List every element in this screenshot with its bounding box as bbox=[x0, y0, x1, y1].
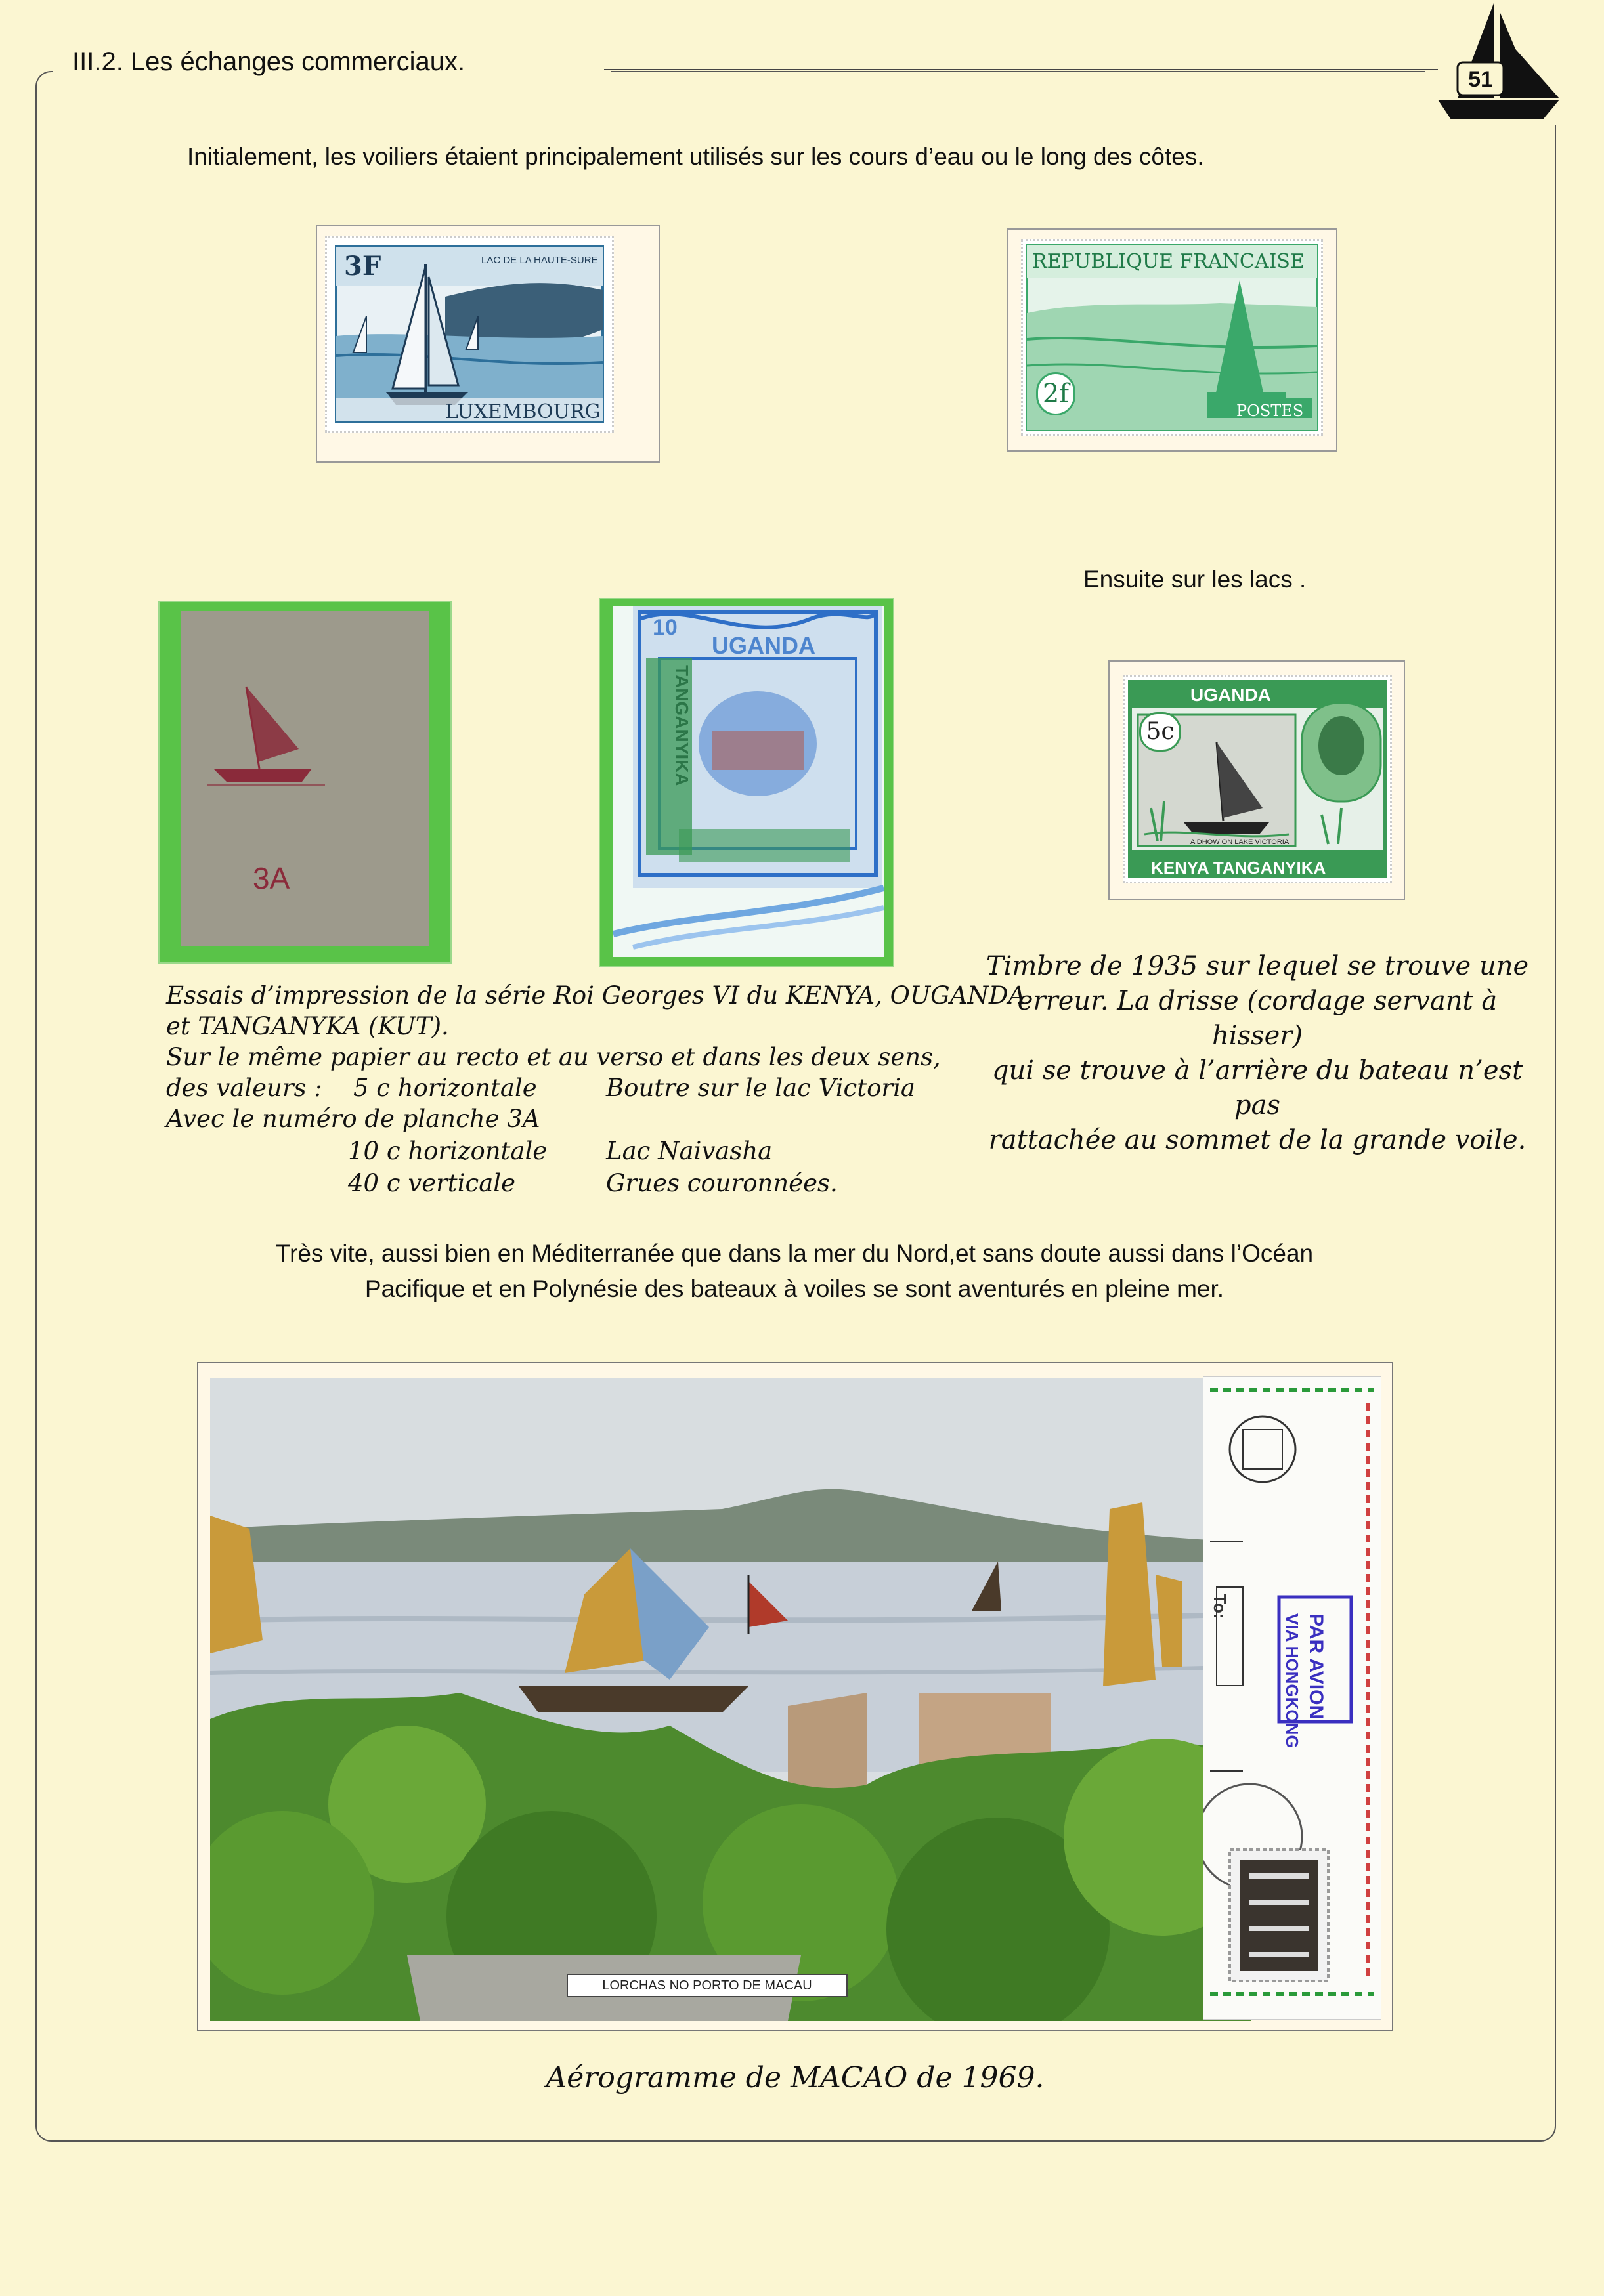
kut-country-bottom: KENYA TANGANYIKA bbox=[1151, 858, 1326, 878]
luxembourg-country: LUXEMBOURG bbox=[445, 400, 601, 423]
luxembourg-mount bbox=[316, 225, 660, 463]
essay-caption-line1: Essais d’impression de la série Roi Georges VI du KENYA, OUGANDA bbox=[166, 981, 1026, 1010]
essay-row-b: 40 c verticale bbox=[348, 1169, 516, 1197]
sea-text-line: Pacifique et en Polynésie des bateaux à voiles se sont aventurés en pleine mer. bbox=[364, 1275, 1225, 1302]
aerogramme-address-panel bbox=[1203, 1376, 1381, 2020]
sea-text bbox=[118, 1236, 1471, 1306]
essay-row-b: 10 c horizontale bbox=[348, 1137, 548, 1165]
page-number: 51 bbox=[1468, 67, 1493, 92]
error-caption bbox=[972, 949, 1543, 1158]
lakes-text: Ensuite sur les lacs . bbox=[1083, 566, 1307, 593]
luxembourg-caption: LAC DE LA HAUTE-SURE bbox=[481, 255, 598, 266]
header-rule bbox=[604, 69, 1438, 70]
picture-caption: LORCHAS NO PORTO DE MACAU bbox=[567, 1974, 848, 1997]
proof-tanganyika-label: TANGANYIKA bbox=[672, 665, 692, 786]
sailboat-logo-icon bbox=[1431, 0, 1563, 121]
intro-text: Initialement, les voiliers étaient principalement utilisés sur les cours d’eau ou le long des côtes. bbox=[187, 143, 1204, 170]
kut-stamp-art bbox=[1125, 677, 1390, 882]
france-stamp bbox=[1021, 239, 1323, 436]
france-mount bbox=[1007, 228, 1337, 452]
france-country: REPUBLIQUE FRANCAISE bbox=[1032, 250, 1305, 273]
page-title: III.2. Les échanges commerciaux. bbox=[72, 47, 466, 76]
dhow-proof-icon bbox=[181, 611, 429, 946]
essay-row-c: Grues couronnées. bbox=[606, 1169, 838, 1197]
aerogramme-picture bbox=[210, 1378, 1251, 2021]
aerogramme-mount bbox=[197, 1362, 1393, 2031]
aerogramme-caption: Aérogramme de MACAO de 1969. bbox=[546, 2061, 1045, 2094]
essay-caption-line3: Sur le même papier au recto et au verso et dans les deux sens, bbox=[166, 1043, 941, 1071]
error-caption-line: qui se trouve à l’arrière du bateau n’est pas bbox=[991, 1055, 1523, 1120]
to-label: To: bbox=[1210, 1594, 1230, 1619]
essay-row-a: des valeurs : bbox=[166, 1074, 322, 1102]
airmail-label: PAR AVION bbox=[1305, 1613, 1327, 1720]
kut-mount bbox=[1108, 660, 1405, 900]
harbor-painting-art bbox=[210, 1378, 1251, 2021]
error-caption-line: erreur. La drisse (cordage servant à hisser) bbox=[1017, 986, 1498, 1051]
essay-row-c: Lac Naivasha bbox=[606, 1137, 773, 1165]
error-caption-line: rattachée au sommet de la grande voile. bbox=[988, 1125, 1527, 1155]
luxembourg-stamp bbox=[325, 236, 614, 433]
proof-value: 10 bbox=[653, 615, 678, 640]
kut-stamp bbox=[1123, 675, 1392, 883]
sea-text-line: Très vite, aussi bien en Méditerranée que dans la mer du Nord,et sans doute aussi dans l’Océan bbox=[275, 1240, 1314, 1267]
proof-maroon-mount bbox=[158, 601, 452, 964]
essay-row-b: 5 c horizontale bbox=[353, 1074, 537, 1102]
essay-caption-line2: et TANGANYKA (KUT). bbox=[166, 1012, 449, 1040]
essay-row-a: Avec le numéro de planche 3A bbox=[166, 1105, 540, 1133]
proof-blue-mount bbox=[599, 598, 894, 967]
proof-blue-paper bbox=[613, 606, 884, 957]
error-caption-line: Timbre de 1935 sur lequel se trouve une bbox=[986, 951, 1529, 981]
luxembourg-value: 3F bbox=[344, 251, 381, 282]
via-label: VIA HONGKONG bbox=[1282, 1613, 1302, 1749]
kut-caption: A DHOW ON LAKE VICTORIA bbox=[1190, 838, 1290, 846]
kut-country-top: UGANDA bbox=[1190, 685, 1271, 705]
proof-uganda-label: UGANDA bbox=[712, 632, 815, 659]
plate-number: 3A bbox=[253, 861, 290, 895]
proof-maroon-paper bbox=[181, 611, 429, 946]
kut-value: 5c bbox=[1139, 712, 1181, 752]
france-value: 2f bbox=[1036, 372, 1075, 415]
essay-row-c: Boutre sur le lac Victoria bbox=[606, 1074, 915, 1102]
france-label: POSTES bbox=[1236, 402, 1304, 420]
